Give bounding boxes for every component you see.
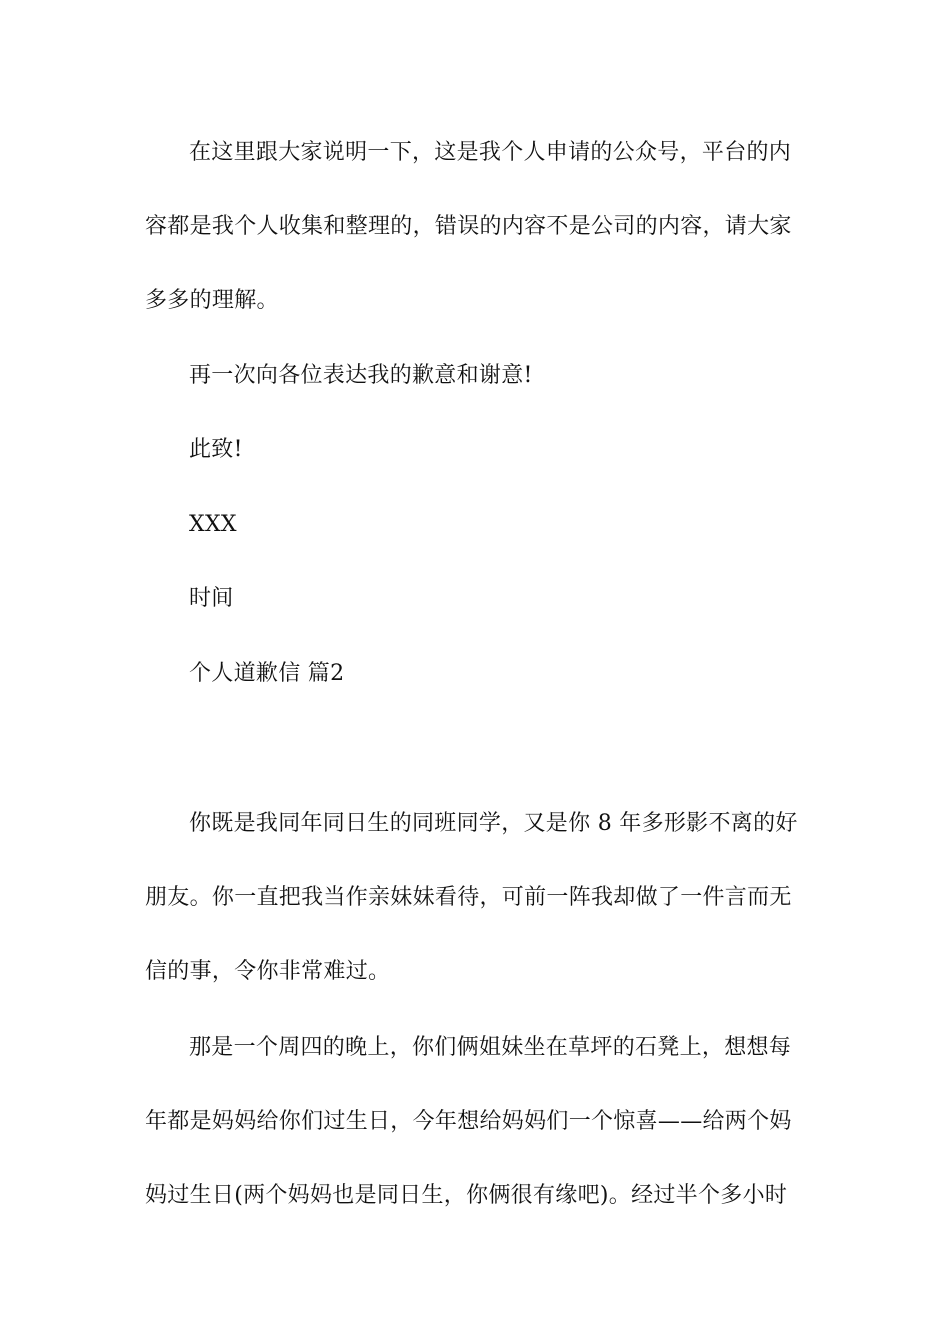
- section-heading: 个人道歉信 篇2: [189, 661, 345, 686]
- paragraph-line: 那是一个周四的晚上，你们俩姐妹坐在草坪的石凳上，想想每: [189, 1035, 792, 1060]
- date-text: 时间: [189, 586, 234, 611]
- paragraph-line: 在这里跟大家说明一下，这是我个人申请的公众号，平台的内: [189, 140, 792, 165]
- paragraph-line: 多多的理解。: [145, 288, 279, 313]
- paragraph-line: 容都是我个人收集和整理的，错误的内容不是公司的内容，请大家: [145, 214, 792, 239]
- paragraph-line: 妈过生日(两个妈妈也是同日生，你俩很有缘吧)。经过半个多小时: [145, 1183, 788, 1208]
- paragraph-line: 年都是妈妈给你们过生日，今年想给妈妈们一个惊喜——给两个妈: [145, 1109, 792, 1134]
- paragraph-line: 信的事，令你非常难过。: [145, 959, 391, 984]
- paragraph-line: 再一次向各位表达我的歉意和谢意!: [189, 363, 533, 388]
- paragraph-line: 朋友。你一直把我当作亲妹妹看待，可前一阵我却做了一件言而无: [145, 885, 792, 910]
- signature-text: XXX: [189, 512, 237, 537]
- closing-text: 此致!: [189, 437, 243, 462]
- paragraph-line: 你既是我同年同日生的同班同学，又是你 8 年多形影不离的好: [189, 811, 798, 836]
